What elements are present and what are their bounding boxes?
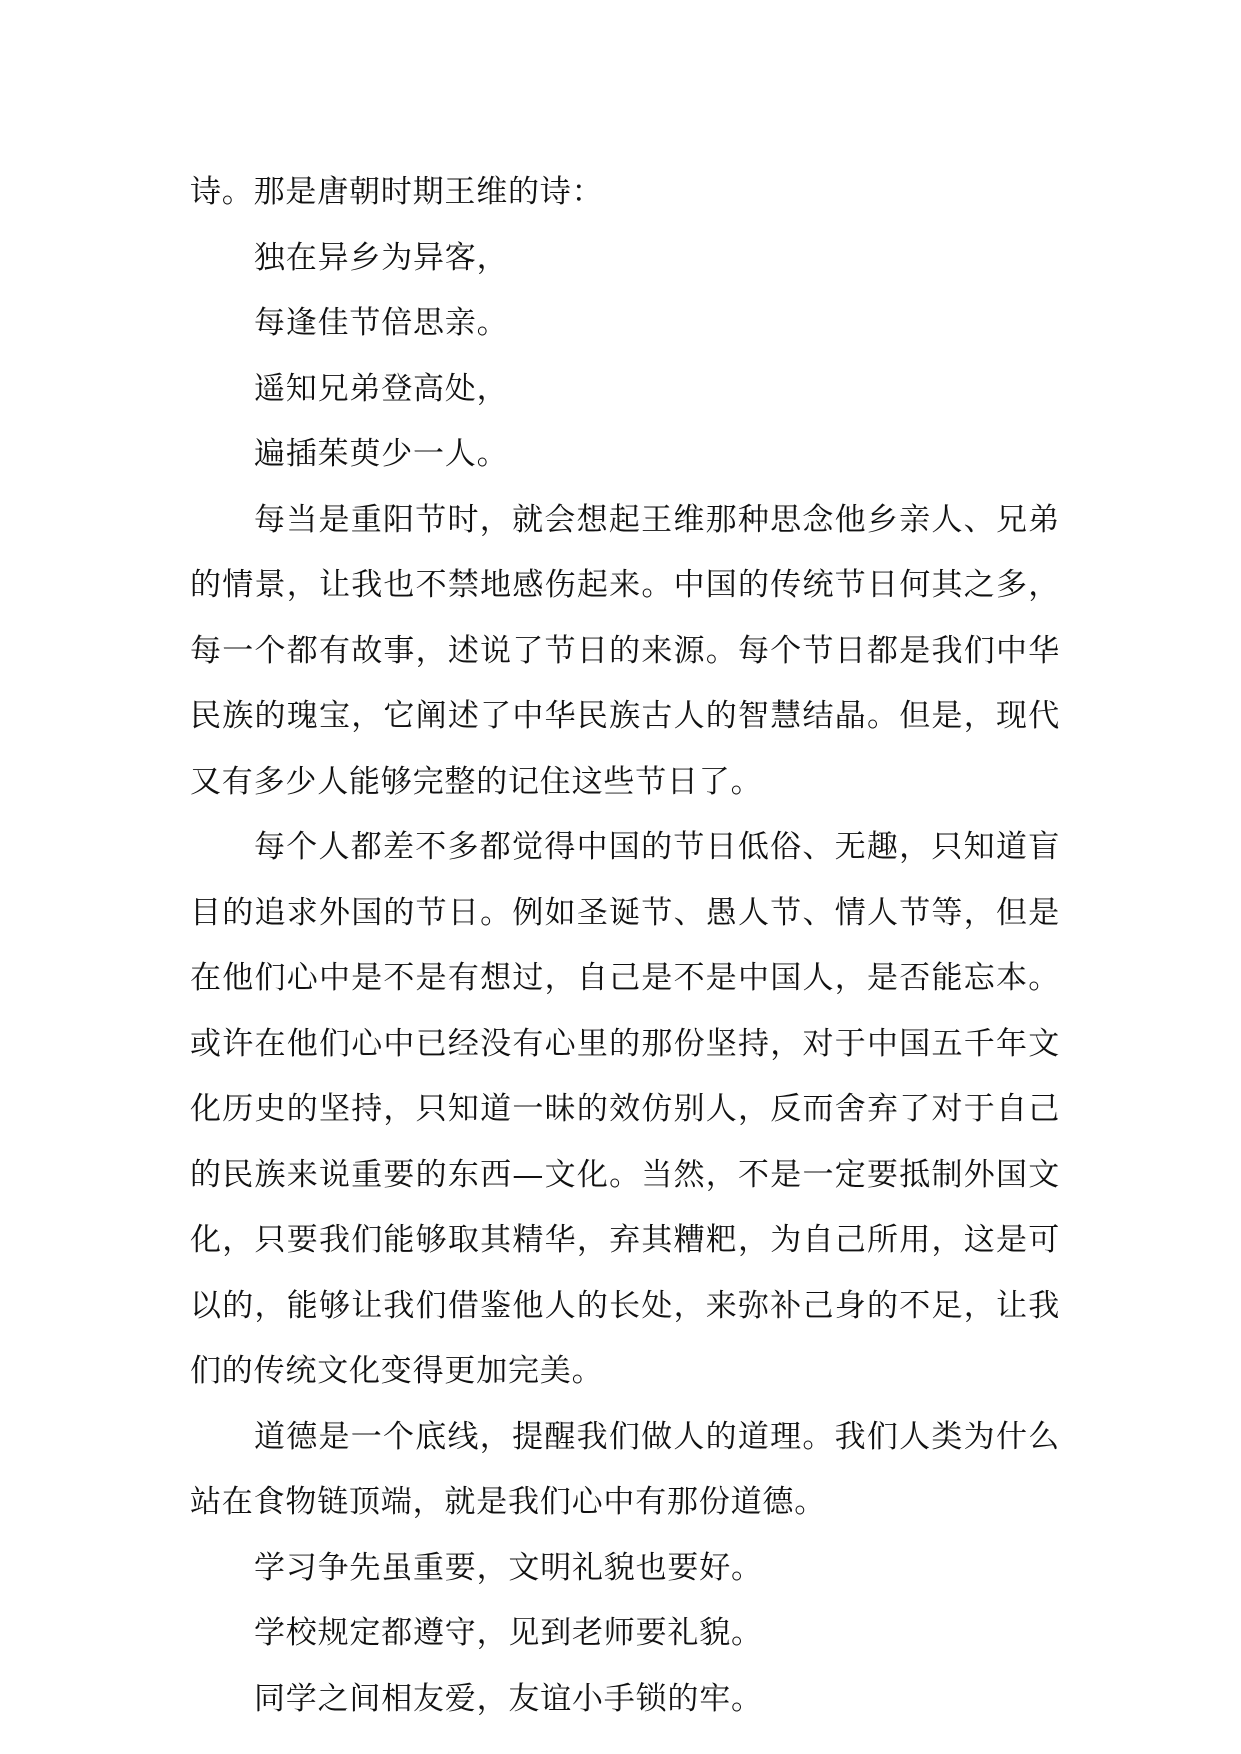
paragraph-foreign-festivals: 每个人都差不多都觉得中国的节日低俗、无趣，只知道盲目的追求外国的节日。例如圣诞节、愚人节、情人节等，但是在他们心中是不是有想过，自己是不是中国人，是否能忘本。或许在他们心中已经没有心里的那份坚持，对于中国五千年文化历史的坚持，只知道一昧的效仿别人，反而舍弃了对于自己的民族来说重要的东西—文化。当然，不是一定要抵制外国文化，只要我们能够取其精华，弃其糟粑，为自己所用，这是可以的，能够让我们借鉴他人的长处，来弥补己身的不足，让我们的传统文化变得更加完美。: [190, 829, 1060, 1389]
poem-line-4: 遍插茱萸少一人。: [254, 436, 509, 472]
poem-line-1: 独在异乡为异客，: [254, 239, 509, 276]
paragraph-continuation: 诗。那是唐朝时期王维的诗：: [190, 174, 604, 210]
verse-line-2: 学校规定都遵守，见到老师要礼貌。: [254, 1615, 763, 1651]
poem-line-2: 每逢佳节倍思亲。: [254, 305, 509, 341]
paragraph-morality: 道德是一个底线，提醒我们做人的道理。我们人类为什么站在食物链顶端，就是我们心中有那份道德。: [190, 1418, 1060, 1520]
paragraph-double-ninth: 每当是重阳节时，就会想起王维那种思念他乡亲人、兄弟的情景，让我也不禁地感伤起来。中国的传统节日何其之多，每一个都有故事，述说了节日的来源。每个节日都是我们中华民族的瑰宝，它阐述了中华民族古人的智慧结晶。但是，现代又有多少人能够完整的记住这些节日了。: [190, 501, 1060, 800]
document-body: [190, 160, 1060, 1732]
verse-line-1: 学习争先虽重要，文明礼貌也要好。: [254, 1549, 763, 1586]
verse-line-3: 同学之间相友爱，友谊小手锁的牢。: [254, 1680, 763, 1717]
poem-line-3: 遥知兄弟登高处，: [254, 370, 509, 407]
